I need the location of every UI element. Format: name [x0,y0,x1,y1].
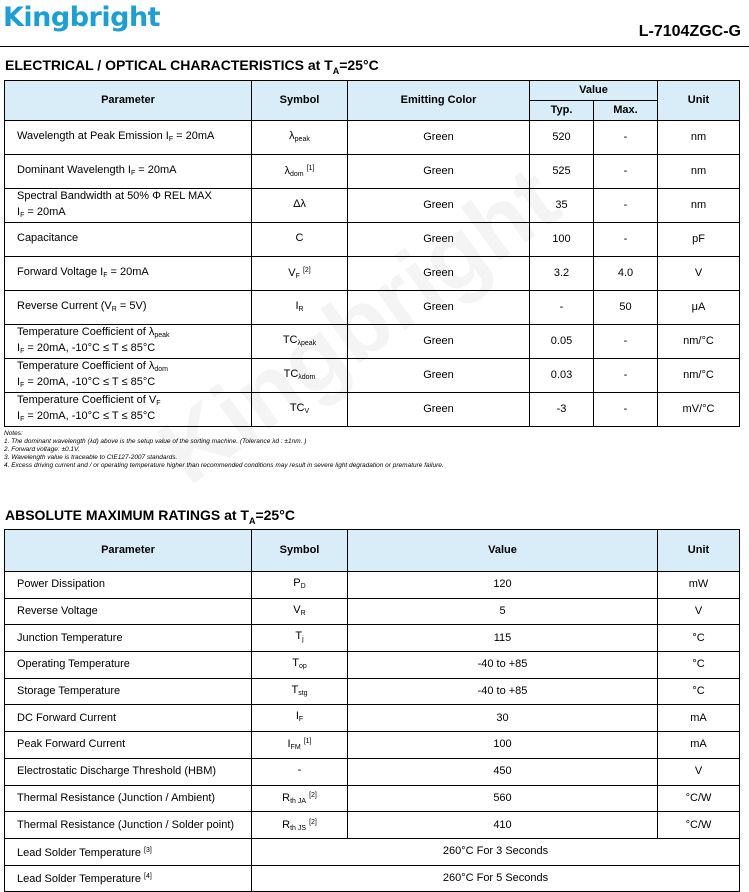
unit-cell: °C [658,625,740,652]
typ-value-cell: 520 [530,121,594,155]
parameter-note-ref: [4] [144,873,152,881]
parameter-cell: Operating Temperature [5,652,252,679]
parameter-cell [5,223,252,257]
parameter-cell: Junction Temperature [5,625,252,652]
table-row [5,785,740,812]
unit-cell: mW [658,572,740,599]
typ-value-cell: 0.05 [530,325,594,359]
table-row [5,678,740,705]
emitting-color-cell: Green [348,223,530,257]
symbol-cell [252,325,348,359]
parameter-line [17,360,247,376]
parameter-tail: = 20mA [173,129,215,142]
col-header-parameter: Parameter [5,530,252,572]
unit-cell: nm [658,121,740,155]
value-cell: 30 [348,705,658,732]
emitting-color-cell: Green [348,393,530,427]
unit-cell: nm/°C [658,359,740,393]
condition-subscript: F [20,211,25,219]
symbol-text: TC [282,333,298,346]
parameter-cell [5,121,252,155]
parameter-line [17,232,247,248]
electrical-optical-table [4,80,740,427]
unit-cell: pF [658,223,740,257]
unit-cell: nm [658,189,740,223]
parameter-cell [5,393,252,427]
symbol-text: P [293,576,301,589]
condition-text: I [17,205,21,218]
symbol-text: C [295,231,304,244]
table-row [5,257,740,291]
emitting-color-cell: Green [348,257,530,291]
unit-cell: °C/W [658,812,740,839]
symbol-text: λ [289,129,295,142]
parameter-line [17,300,247,316]
parameter-subscript: F [156,399,161,407]
value-cell: 100 [348,732,658,759]
parameter-tail: = 20mA [135,163,177,176]
symbol-subscript: F [298,716,304,724]
emitting-color-cell: Green [348,155,530,189]
symbol-cell [252,705,348,732]
symbol-cell [252,785,348,812]
max-value-cell: - [594,155,658,189]
emitting-color-cell: Green [348,325,530,359]
parameter-line [17,394,247,410]
unit-cell: nm/°C [658,325,740,359]
typ-value-cell: 525 [530,155,594,189]
value-cell: 120 [348,572,658,599]
symbol-subscript: dom [290,171,304,178]
parameter-cell: Power Dissipation [5,572,252,599]
value-cell: -40 to +85 [348,652,658,679]
unit-cell: mV/°C [658,393,740,427]
symbol-subscript: R [298,305,304,313]
condition-tail: = 20mA, -10°C ≤ T ≤ 85°C [24,375,156,388]
symbol-text: R [282,791,291,804]
value-cell: 410 [348,812,658,839]
table-row [5,223,740,257]
parameter-cell [5,838,252,865]
symbol-text: T [295,630,303,643]
max-value-cell: 4.0 [594,257,658,291]
note-line: 3. Wavelength value is traceable to CIE127-2007 standards. [4,454,178,461]
symbol-text: T [292,656,299,669]
value-cell: 115 [348,625,658,652]
parameter-cell [5,155,252,189]
col-header-value: Value [348,530,658,572]
condition-text: I [17,409,21,422]
symbol-note-ref: [2] [309,791,317,799]
parameter-cell [5,291,252,325]
parameter-subscript: R [111,305,117,313]
parameter-cell [5,325,252,359]
table-row [5,598,740,625]
symbol-subscript: th JA [290,797,307,805]
condition-text: I [17,375,21,388]
symbol-cell [252,598,348,625]
notes [4,430,444,470]
symbol-cell [252,257,348,291]
parameter-text: Wavelength at Peak Emission I [17,129,169,142]
parameter-subscript: F [168,135,174,143]
table-row [5,838,740,865]
parameter-text: Lead Solder Temperature [17,846,144,859]
unit-cell: μA [658,291,740,325]
parameter-condition-line [17,410,247,426]
parameter-cell [5,189,252,223]
symbol-cell [252,189,348,223]
value-cell: 560 [348,785,658,812]
parameter-note-ref: [3] [144,846,152,854]
unit-cell: V [658,598,740,625]
symbol-subscript: j [302,636,304,644]
condition-text: I [17,341,21,354]
unit-cell: mA [658,732,740,759]
symbol-text: Δλ [293,197,306,210]
symbol-cell [252,758,348,785]
unit-cell: mA [658,705,740,732]
symbol-subscript: op [298,662,307,670]
symbol-subscript: λpeak [297,339,317,347]
parameter-cell: Electrostatic Discharge Threshold (HBM) [5,758,252,785]
symbol-text: λ [284,165,290,177]
parameter-text: Reverse Current (V [17,299,112,312]
parameter-line [17,130,247,146]
symbol-text: TC [289,401,305,414]
symbol-cell [252,678,348,705]
parameter-line [17,190,247,206]
symbol-cell [252,121,348,155]
table-row [5,189,740,223]
symbol-cell [252,812,348,839]
parameter-subscript: dom [154,365,168,373]
symbol-text: - [297,763,302,776]
symbol-cell [252,652,348,679]
table-row [5,812,740,839]
col-header-emitting-color: Emitting Color [348,81,530,121]
symbol-subscript: stg [298,689,308,697]
table-row [5,155,740,189]
parameter-cell [5,257,252,291]
parameter-condition-line [17,206,247,222]
symbol-text: V [288,267,296,279]
parameter-tail: = 20mA [107,265,149,278]
condition-tail: = 20mA [24,205,66,218]
condition-tail: = 20mA, -10°C ≤ T ≤ 85°C [24,409,156,422]
value-cell: 260°C For 3 Seconds [252,838,740,865]
symbol-note-ref: [1] [303,738,312,746]
parameter-subscript: F [103,271,108,279]
table-row [5,291,740,325]
parameter-line [17,266,247,282]
parameter-text: Temperature Coefficient of V [17,393,157,406]
table-row [5,732,740,759]
parameter-cell: Thermal Resistance (Junction / Ambient) [5,785,252,812]
symbol-note-ref: [2] [309,818,317,826]
absolute-maximum-ratings-table [4,529,740,892]
symbol-subscript: V [304,407,310,415]
symbol-text: I [287,738,291,751]
parameter-text: Temperature Coefficient of λ [17,325,155,338]
max-value-cell: - [594,223,658,257]
symbol-cell [252,572,348,599]
emitting-color-cell: Green [348,291,530,325]
max-value-cell: - [594,121,658,155]
typ-value-cell: 3.2 [530,257,594,291]
parameter-line [17,326,247,342]
condition-subscript: F [20,415,25,423]
symbol-cell [252,732,348,759]
condition-subscript: F [20,347,25,355]
parameter-cell: Storage Temperature [5,678,252,705]
amr-section-title: ABSOLUTE MAXIMUM RATINGS at $T_A=25^\circ C$ [5,507,295,526]
typ-value-cell: 0.03 [530,359,594,393]
table-row [5,572,740,599]
parameter-text: Temperature Coefficient of λ [17,359,155,372]
col-header-parameter: Parameter [5,81,252,121]
typ-value-cell: 35 [530,189,594,223]
col-header-value: Value [530,81,658,101]
parameter-cell: Peak Forward Current [5,732,252,759]
symbol-cell [252,223,348,257]
unit-cell: V [658,257,740,291]
parameter-cell: DC Forward Current [5,705,252,732]
symbol-subscript: R [300,609,306,617]
symbol-cell [252,155,348,189]
max-value-cell: 50 [594,291,658,325]
parameter-subscript: F [130,169,136,177]
col-header-max: Max. [594,101,658,121]
col-header-symbol: Symbol [252,81,348,121]
unit-cell: nm [658,155,740,189]
parameter-condition-line [17,376,247,392]
table-row [5,393,740,427]
value-cell: -40 to +85 [348,678,658,705]
condition-tail: = 20mA, -10°C ≤ T ≤ 85°C [24,341,156,354]
symbol-text: TC [283,367,299,380]
col-header-unit: Unit [658,81,740,121]
note-line: 4. Excess driving current and / or operating temperature higher than recommended conditions may result in severe light degradation or premature failure. [4,462,444,469]
symbol-cell [252,291,348,325]
parameter-text: Dominant Wavelength I [17,163,131,176]
parameter-text: Spectral Bandwidth at 50% Φ REL MAX [17,189,212,202]
col-header-typ: Typ. [530,101,594,121]
symbol-subscript: FM [290,744,301,752]
part-number: L-7104ZGC-G [638,23,741,40]
typ-value-cell: 100 [530,223,594,257]
max-value-cell: - [594,325,658,359]
value-cell: 260°C For 5 Seconds [252,865,740,892]
parameter-condition-line [17,342,247,358]
symbol-cell [252,359,348,393]
parameter-subscript: peak [154,331,170,339]
unit-cell: °C/W [658,785,740,812]
table-row [5,625,740,652]
symbol-text: I [295,710,299,723]
table-row [5,325,740,359]
parameter-cell [5,359,252,393]
parameter-cell: Thermal Resistance (Junction / Solder point) [5,812,252,839]
col-header-unit: Unit [658,530,740,572]
table-row [5,705,740,732]
symbol-note-ref: [1] [306,165,315,172]
table-row [5,121,740,155]
max-value-cell: - [594,393,658,427]
table-row [5,865,740,892]
page-header [0,0,749,47]
parameter-tail: = 5V) [116,299,147,312]
value-cell: 5 [348,598,658,625]
typ-value-cell: -3 [530,393,594,427]
condition-subscript: F [20,381,25,389]
unit-cell: °C [658,652,740,679]
parameter-text: Lead Solder Temperature [17,873,144,886]
max-value-cell: - [594,189,658,223]
symbol-cell [252,625,348,652]
symbol-subscript: peak [294,135,310,143]
unit-cell: V [658,758,740,785]
table-row [5,652,740,679]
symbol-subscript: th JS [290,824,307,832]
parameter-text: Capacitance [17,231,79,244]
emitting-color-cell: Green [348,359,530,393]
table-row [5,359,740,393]
note-line: Notes: [4,430,23,437]
symbol-note-ref: [2] [302,267,311,274]
parameter-line [17,164,247,180]
parameter-text: Forward Voltage I [17,265,104,278]
typ-value-cell: - [530,291,594,325]
symbol-subscript: λdom [298,373,316,381]
emitting-color-cell: Green [348,121,530,155]
unit-cell: °C [658,678,740,705]
value-cell: 450 [348,758,658,785]
symbol-cell [252,393,348,427]
parameter-cell [5,865,252,892]
kingbright-logo: Kingbright [3,2,161,33]
symbol-text: I [295,299,299,312]
note-line: 2. Forward voltage: ±0.1V. [4,446,80,453]
symbol-text: V [293,603,301,616]
symbol-text: R [282,818,291,831]
symbol-subscript: D [300,582,306,590]
parameter-cell: Reverse Voltage [5,598,252,625]
emitting-color-cell: Green [348,189,530,223]
note-line: 1. The dominant wavelength (λd) above is the setup value of the sorting machine. (Tolerance λd : ±1nm. ) [4,438,307,445]
max-value-cell: - [594,359,658,393]
eo-section-title: ELECTRICAL / OPTICAL CHARACTERISTICS at $T_A=25^\circ C$ [5,57,379,76]
symbol-text: T [291,683,299,696]
col-header-symbol: Symbol [252,530,348,572]
table-row [5,758,740,785]
symbol-subscript: F [295,273,300,280]
